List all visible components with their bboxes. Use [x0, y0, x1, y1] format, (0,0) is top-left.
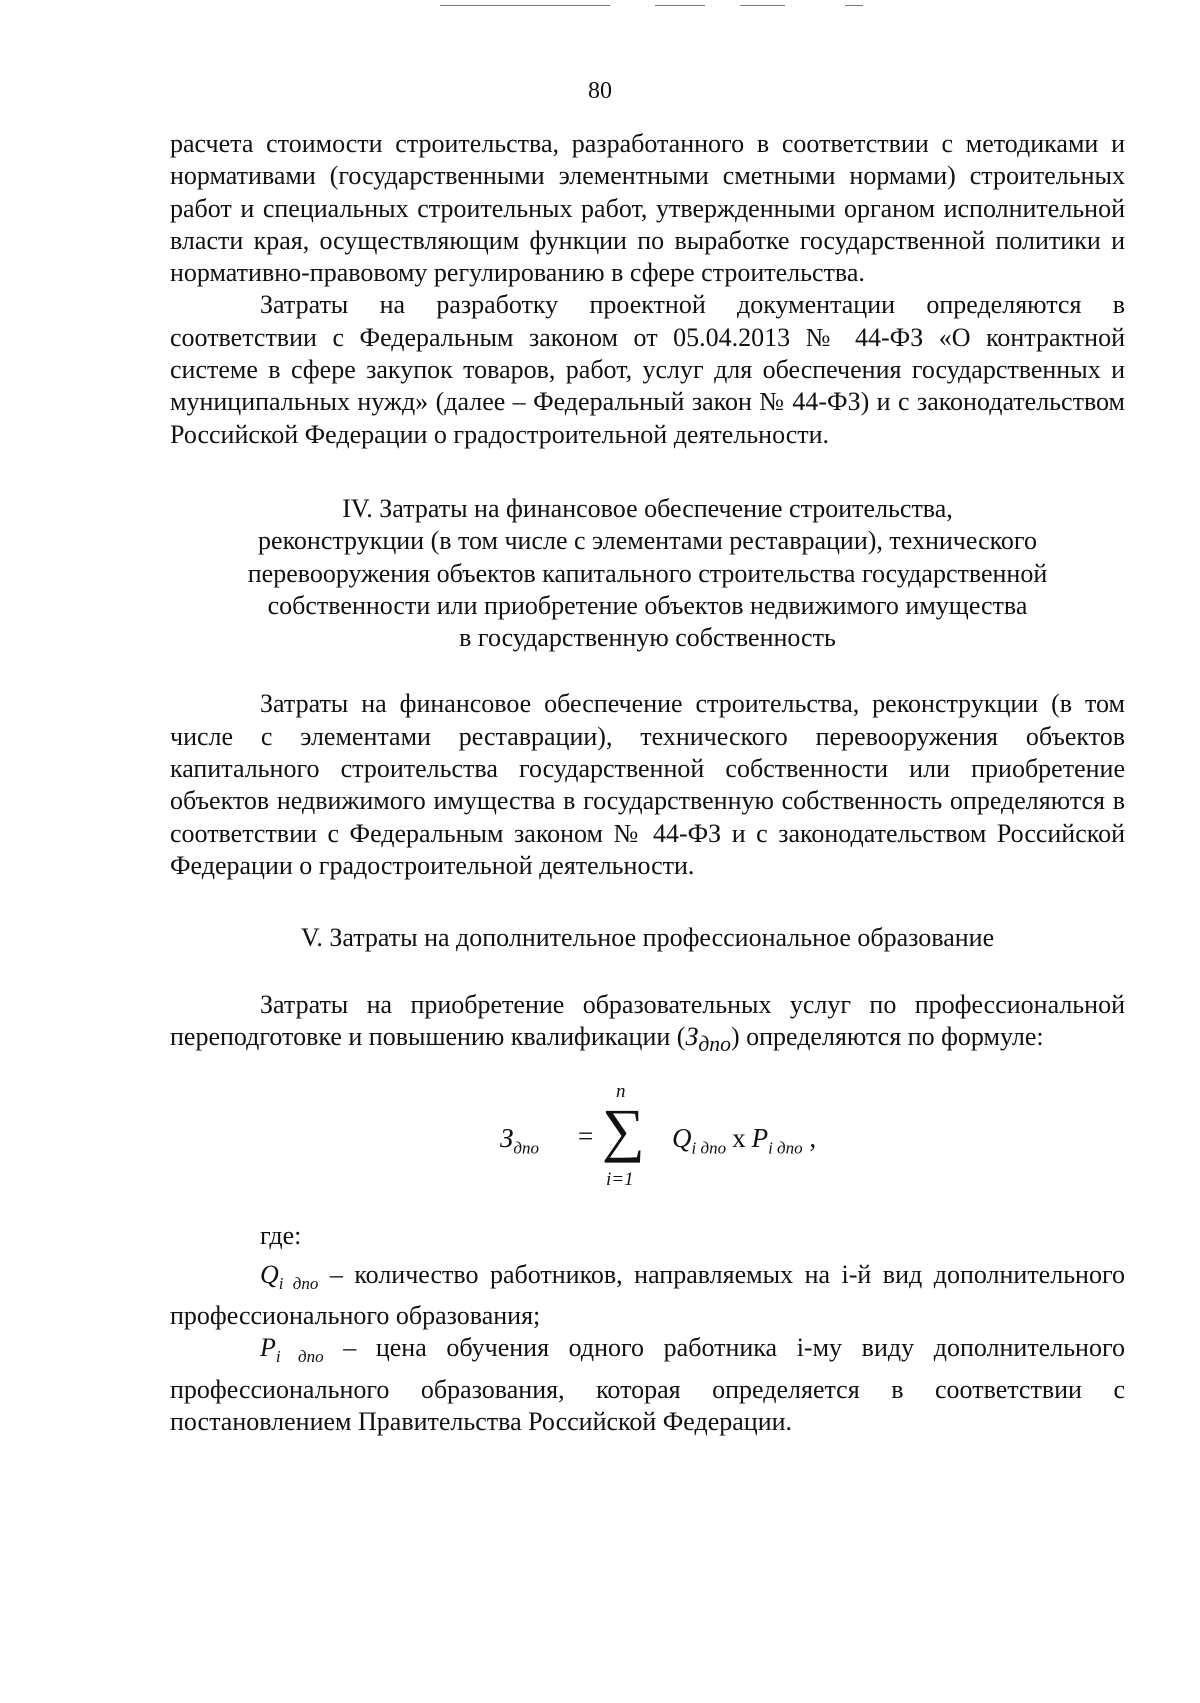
definition-p: $P_{i дпо}$ – цена обучения одного работника i-му виду дополнительного профессионального образования, которая определяется в соответствии с постановлением Правительства Российской Федерации. — [170, 1333, 1125, 1437]
section-heading-v: V. Затраты на дополнительное профессиональное образование — [300, 923, 995, 953]
where-label: где: — [260, 1221, 302, 1251]
formula-lhs: $З_{дпо}$ — [500, 1123, 539, 1158]
formula-term: $Q_{i дпо}$ x $P_{i дпо}$ , — [672, 1123, 817, 1158]
paragraph-continuation: расчета стоимости строительства, разработанного в соответствии с методиками и нормативами (государственными элементными сметными нормами) строительных работ и специальных строительных работ, утвержденными органом исполнительной власти края, осуществляющим функции по выработке государственной политики и нормативно-правовому регулированию в сфере строительства. — [170, 129, 1125, 288]
symbol-q: $Q_{i дпо}$ — [260, 1259, 319, 1293]
paragraph-education-costs — [170, 989, 1125, 1061]
paragraph-construction-costs: Затраты на финансовое обеспечение строительства, реконструкции (в том числе с элементами реставрации), технического перевооружения объектов капитального строительства государственной собственности или приобретение объектов недвижимого имущества в государственную собственность определяются в соответствии с Федеральным законом № 44-ФЗ и с законодательством Российской Федерации о градостроительной деятельности. — [170, 689, 1125, 880]
paragraph-design-costs: Затраты на разработку проектной документации определяются в соответствии с Федеральным законом от 05.04.2013 № 44-ФЗ «О контрактной системе в сфере закупок товаров, работ, услуг для обеспечения государственных и муниципальных нужд» (далее – Федеральный закон № 44-ФЗ) и с законодательством Российской Федерации о градостроительной деятельности. — [170, 290, 1125, 449]
document-body — [170, 128, 1125, 1438]
heading-line: реконструкции (в том числе с элементами реставрации), технического — [258, 526, 1037, 556]
heading-line: собственности или приобретение объектов недвижимого имущества — [267, 590, 1028, 620]
heading-line: перевооружения объектов капитального строительства государственной — [247, 558, 1048, 588]
formula-upper-limit: n — [616, 1081, 626, 1103]
symbol-z: $З_{дпо}$ — [685, 1021, 731, 1057]
section-heading-iv — [170, 493, 1125, 654]
text-span: ) определяются по формуле: — [730, 1021, 1044, 1051]
heading-line: в государственную собственность — [459, 623, 836, 653]
scan-artifacts — [0, 0, 1200, 10]
symbol-p: $P_{i дпо}$ — [260, 1333, 324, 1367]
formula-lower-limit: i=1 — [606, 1169, 634, 1191]
heading-line: IV. Затраты на финансовое обеспечение строительства, — [342, 493, 953, 523]
formula — [170, 1081, 1125, 1191]
text-span: Затраты на приобретение образовательных услуг по профессиональной переподготовке и повышению квалификации ( — [170, 989, 1125, 1051]
sum-icon: ∑ — [602, 1097, 645, 1164]
page-number: 80 — [588, 78, 612, 104]
definition-q: $Q_{i дпо}$ – количество работников, направляемых на i-й вид дополнительного профессионального образования; — [170, 1259, 1125, 1331]
formula-equals: = — [578, 1121, 594, 1152]
